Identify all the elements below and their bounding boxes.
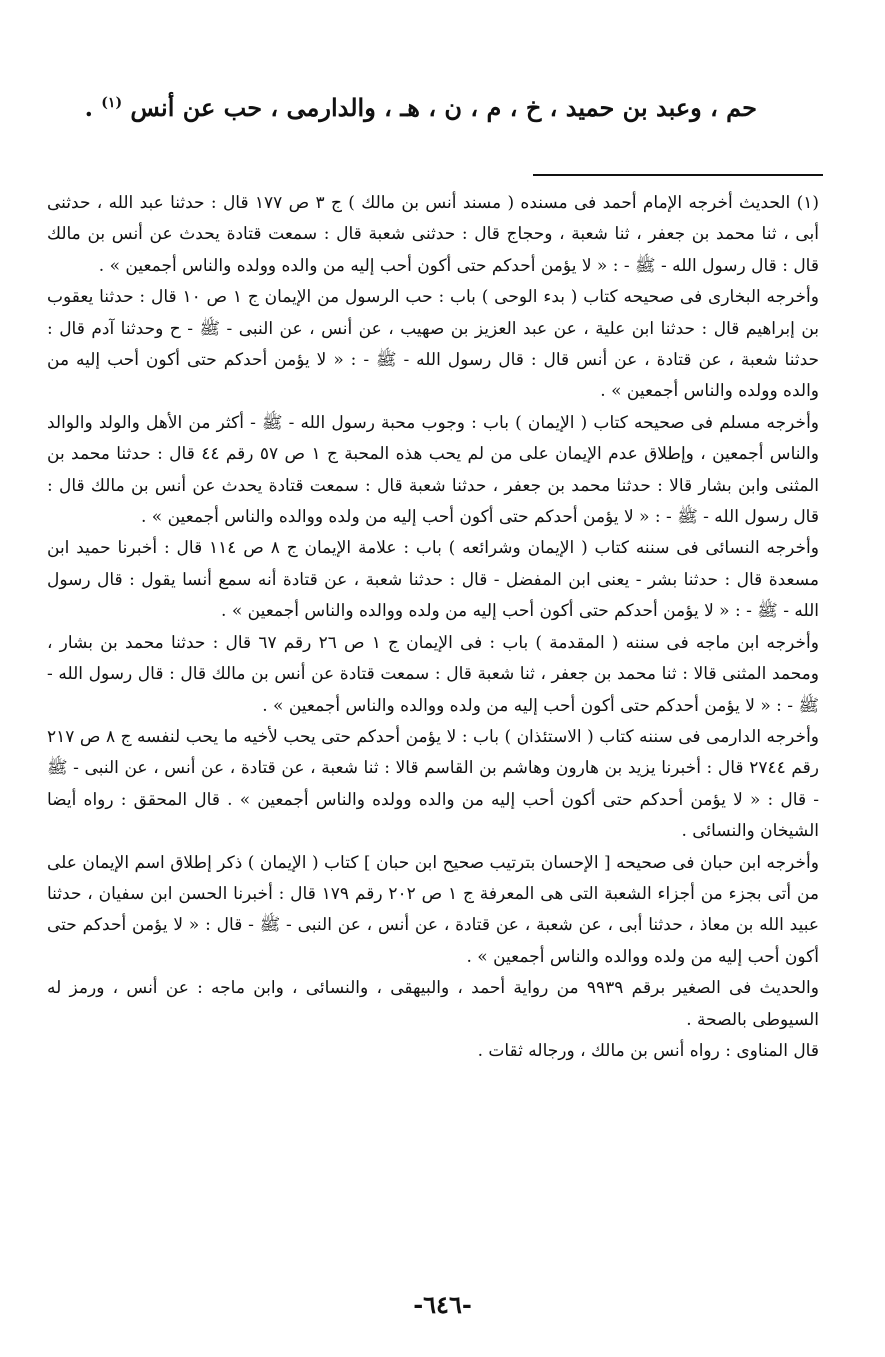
footnote-paragraph-darimi: وأخرجه الدارمى فى سننه كتاب ( الاستئذان ) باب : لا يؤمن أحدكم حتى يحب لأخيه ما يحب لنفسه ج ٨ ص ٢١٧ رقم ٢٧٤٤ قال : أخبرنا يزيد بن هارون وهاشم بن القاسم قالا : ثنا شعبة ، عن قتادة ، عن أنس ، عن النبى - ﷺ - قال : « لا يؤمن أحدكم حتى أكون أحب إليه من والده وولده والناس أجمعين » . قال المحقق : رواه أيضا الشيخان والنسائى . xyxy=(47,726,819,842)
footnote-paragraph-munawi: قال المناوى : رواه أنس بن مالك ، ورجاله ثقات . xyxy=(477,1040,819,1061)
footnote-paragraph-saghir: والحديث فى الصغير برقم ٩٩٣٩ من رواية أحمد ، والبيهقى ، والنسائى ، وابن ماجه : عن أنس ، ورمز له السيوطى بالصحة . xyxy=(47,978,819,1030)
page-number: -٦٤٦- xyxy=(413,1290,472,1319)
main-text: حم ، وعبد بن حميد ، خ ، م ، ن ، هـ ، والدارمى ، حب عن أنس xyxy=(130,93,757,122)
footnote-paragraph-musnad-ahmad: (١) الحديث أخرجه الإمام أحمد فى مسنده ( مسند أنس بن مالك ) ج ٣ ص ١٧٧ قال : حدثنا عبد الله ، حدثنى أبى ، ثنا محمد بن جعفر ، ثنا شعبة ، وحجاج قال : حدثنى شعبة قال : سمعت قتادة يحدث عن أنس بن مالك قال : قال رسول الله - ﷺ - : « لا يؤمن أحدكم حتى أكون أحب إليه من والده وولده والناس أجمعين » . xyxy=(47,193,819,276)
main-text-line xyxy=(84,92,757,123)
footnote-reference: (١) xyxy=(101,95,123,111)
footnote-paragraph-ibn-hibban: وأخرجه ابن حبان فى صحيحه [ الإحسان بترتيب صحيح ابن حبان ] كتاب ( الإيمان ) ذكر إطلاق اسم الإيمان على من أتى بجزء من أجزاء الشعبة التى هى المعرفة ج ١ ص ٢٠٢ رقم ١٧٩ قال : أخبرنا الحسن ابن سفيان ، حدثنا عبيد الله بن معاذ ، حدثنا أبى ، عن شعبة ، عن قتادة ، عن أنس ، عن النبى - ﷺ - قال : « لا يؤمن أحدكم حتى أكون أحب إليه من ولده ووالده والناس أجمعين » . xyxy=(47,852,819,967)
footnote-paragraph-muslim: وأخرجه مسلم فى صحيحه كتاب ( الإيمان ) باب : وجوب محبة رسول الله - ﷺ - أكثر من الأهل والولد والوالد والناس أجمعين ، وإطلاق عدم الإيمان على من لم يحب هذه المحبة ج ١ ص ٥٧ رقم ٤٤ قال : حدثنا محمد بن المثنى وابن بشار قالا : حدثنا محمد بن جعفر ، حدثنا شعبة قال : سمعت قتادة يحدث عن أنس بن مالك قال : قال رسول الله - ﷺ - : « لا يؤمن أحدكم حتى أكون أحب إليه من ولده ووالده والناس أجمعين » . xyxy=(47,412,819,528)
footnote-separator xyxy=(533,174,823,176)
main-text-end-mark: . xyxy=(84,93,93,122)
footnotes-section xyxy=(47,188,819,1067)
footnote-paragraph-ibn-majah: وأخرجه ابن ماجه فى سننه ( المقدمة ) باب : فى الإيمان ج ١ ص ٢٦ رقم ٦٧ قال : حدثنا محمد بن بشار ، ومحمد المثنى قالا : ثنا محمد بن جعفر ، ثنا شعبة قال : سمعت قتادة عن أنس بن مالك قال : قال رسول الله - ﷺ - : « لا يؤمن أحدكم حتى أكون أحب إليه من ولده ووالده والناس أجمعين » . xyxy=(47,632,819,716)
footnote-paragraph-bukhari: وأخرجه البخارى فى صحيحه كتاب ( بدء الوحى ) باب : حب الرسول من الإيمان ج ١ ص ١٠ قال : حدثنا يعقوب بن إبراهيم قال : حدثنا ابن علية ، عن عبد العزيز بن صهيب ، عن أنس ، عن النبى - ﷺ - ح وحدثنا آدم قال : حدثنا شعبة ، عن قتادة ، عن أنس قال : قال رسول الله - ﷺ - : « لا يؤمن أحدكم حتى أكون أحب إليه من والده وولده والناس أجمعين » . xyxy=(47,287,819,402)
footnote-paragraph-nasai: وأخرجه النسائى فى سننه كتاب ( الإيمان وشرائعه ) باب : علامة الإيمان ج ٨ ص ١١٤ قال : أخبرنا حميد ابن مسعدة قال : حدثنا بشر - يعنى ابن المفضل - قال : حدثنا شعبة ، عن قتادة أنه سمع أنسا يقول : قال رسول الله - ﷺ - : « لا يؤمن أحدكم حتى أكون أحب إليه من ولده ووالده والناس أجمعين » . xyxy=(47,538,819,622)
